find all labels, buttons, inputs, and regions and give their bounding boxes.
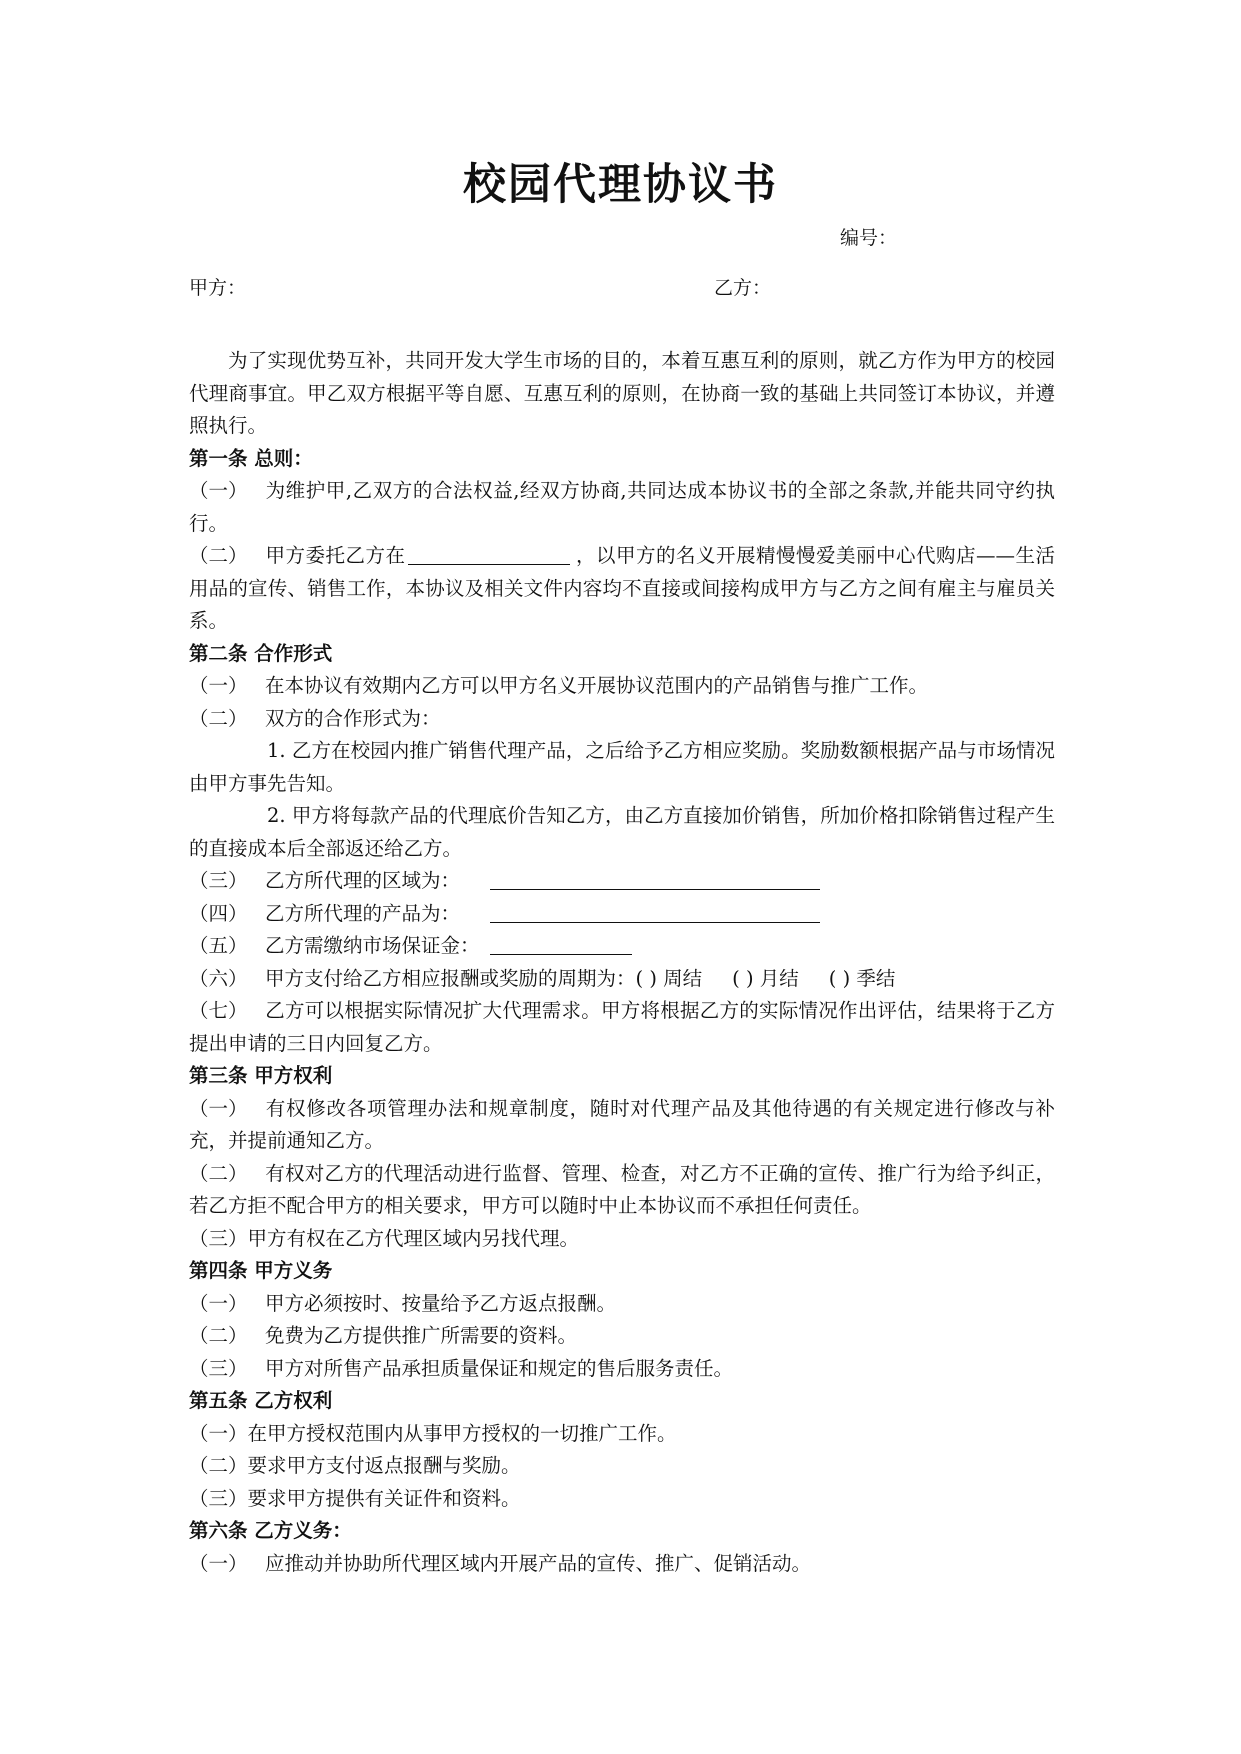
article-1-heading: 第一条 总则： [189, 446, 313, 470]
agreement-body [189, 345, 1055, 1580]
article-6-item-1 [189, 1548, 1055, 1581]
item-text: 乙方所代理的区域为： [265, 869, 461, 892]
item-number: （二） [189, 1324, 248, 1347]
party-a-label: 甲方： [189, 277, 247, 299]
item-text: 甲方对所售产品承担质量保证和规定的售后服务责任。 [265, 1356, 734, 1380]
item-number: （三） [189, 1356, 248, 1380]
item-number: （七） [189, 999, 248, 1022]
fill-in-blank-location[interactable] [408, 542, 570, 565]
item-text: 在本协议有效期内乙方可以甲方名义开展协议范围内的产品销售与推广工作。 [265, 674, 929, 697]
item-text: 乙方所代理的产品为： [265, 901, 461, 925]
article-2-heading: 第二条 合作形式 [189, 641, 333, 665]
item-text: 甲方支付给乙方相应报酬或奖励的周期为： [265, 966, 636, 990]
article-4-item-2 [189, 1320, 1055, 1353]
article-5-item-3: （三）要求甲方提供有关证件和资料。 [189, 1486, 521, 1510]
article-4-heading: 第四条 甲方义务 [189, 1259, 333, 1282]
article-3-item-3: （三）甲方有权在乙方代理区域内另找代理。 [189, 1226, 580, 1250]
item-text: 应推动并协助所代理区域内开展产品的宣传、推广、促销活动。 [265, 1551, 812, 1575]
item-number: （四） [189, 901, 248, 925]
article-1-item-2 [189, 540, 1055, 638]
intro-paragraph: 为了实现优势互补，共同开发大学生市场的目的，本着互惠互利的原则，就乙方作为甲方的校园代理商事宜。甲乙双方根据平等自愿、互惠互利的原则，在协商一致的基础上共同签订本协议，并遵照执行。 [189, 349, 1055, 437]
item-number: （一） [189, 1291, 248, 1315]
item-number: （一） [189, 1096, 248, 1120]
item-text: 甲方必须按时、按量给予乙方返点报酬。 [265, 1291, 617, 1315]
article-6-heading: 第六条 乙方义务： [189, 1519, 352, 1542]
document-number-label: 编号： [840, 227, 898, 249]
item-text-post: ，以甲方的名义开展精慢慢爱美丽中心代购店——生活用品的宣传、销售工作，本协议及相关文件内容均不直接或间接构成甲方与乙方之间有雇主与雇员关系。 [189, 544, 1055, 632]
item-number: （二） [189, 706, 248, 730]
article-5-item-2: （二）要求甲方支付返点报酬与奖励。 [189, 1454, 521, 1477]
article-2-item-1 [189, 670, 1055, 703]
item-text: 免费为乙方提供推广所需要的资料。 [265, 1324, 578, 1347]
fill-in-blank-deposit[interactable] [490, 932, 632, 955]
item-number: （一） [189, 1551, 248, 1575]
article-2-item-6 [189, 963, 1055, 996]
article-2-subitem-1: 1. 乙方在校园内推广销售代理产品，之后给予乙方相应奖励。奖励数额根据产品与市场情况由甲方事先告知。 [189, 739, 1055, 795]
item-number: （三） [189, 869, 248, 892]
article-2-subitem-2: 2. 甲方将每款产品的代理底价告知乙方，由乙方直接加价销售，所加价格扣除销售过程产生的直接成本后全部返还给乙方。 [189, 804, 1055, 860]
option-quarterly[interactable]: ( ) 季结 [828, 966, 896, 990]
article-5-item-1: （一）在甲方授权范围内从事甲方授权的一切推广工作。 [189, 1421, 677, 1445]
article-5-heading: 第五条 乙方权利 [189, 1389, 333, 1412]
item-number: （六） [189, 966, 248, 990]
item-number: （二） [189, 1161, 248, 1185]
article-1-item-1 [189, 475, 1055, 540]
article-3-heading: 第三条 甲方权利 [189, 1064, 333, 1087]
article-3-item-1 [189, 1093, 1055, 1158]
party-b-label: 乙方： [714, 277, 772, 299]
item-text-pre: 甲方委托乙方在 [265, 544, 406, 567]
article-2-item-2 [189, 703, 1055, 736]
item-text: 为维护甲,乙双方的合法权益,经双方协商,共同达成本协议书的全部之条款,并能共同守约执行。 [189, 479, 1055, 535]
fill-in-blank-products[interactable] [490, 900, 820, 923]
article-2-item-7 [189, 995, 1055, 1060]
option-monthly[interactable]: ( ) 月结 [732, 966, 799, 990]
article-2-item-4 [189, 898, 1055, 931]
article-3-item-2 [189, 1158, 1055, 1223]
item-text: 乙方需缴纳市场保证金： [265, 934, 480, 957]
item-number: （二） [189, 544, 248, 567]
article-2-item-3 [189, 865, 1055, 898]
option-weekly[interactable]: ( ) 周结 [635, 966, 703, 990]
item-text: 有权修改各项管理办法和规章制度，随时对代理产品及其他待遇的有关规定进行修改与补充，并提前通知乙方。 [189, 1096, 1055, 1152]
item-text: 乙方可以根据实际情况扩大代理需求。甲方将根据乙方的实际情况作出评估，结果将于乙方提出申请的三日内回复乙方。 [189, 999, 1055, 1055]
item-number: （一） [189, 674, 248, 697]
document-title: 校园代理协议书 [463, 160, 778, 210]
fill-in-blank-region[interactable] [490, 867, 820, 890]
item-text: 有权对乙方的代理活动进行监督、管理、检查，对乙方不正确的宣传、推广行为给予纠正，若乙方拒不配合甲方的相关要求，甲方可以随时中止本协议而不承担任何责任。 [189, 1161, 1055, 1217]
item-text: 双方的合作形式为： [265, 706, 441, 730]
article-2-item-5 [189, 930, 1055, 963]
item-number: （一） [189, 479, 248, 502]
article-4-item-3 [189, 1353, 1055, 1386]
item-number: （五） [189, 934, 248, 957]
article-4-item-1 [189, 1288, 1055, 1321]
